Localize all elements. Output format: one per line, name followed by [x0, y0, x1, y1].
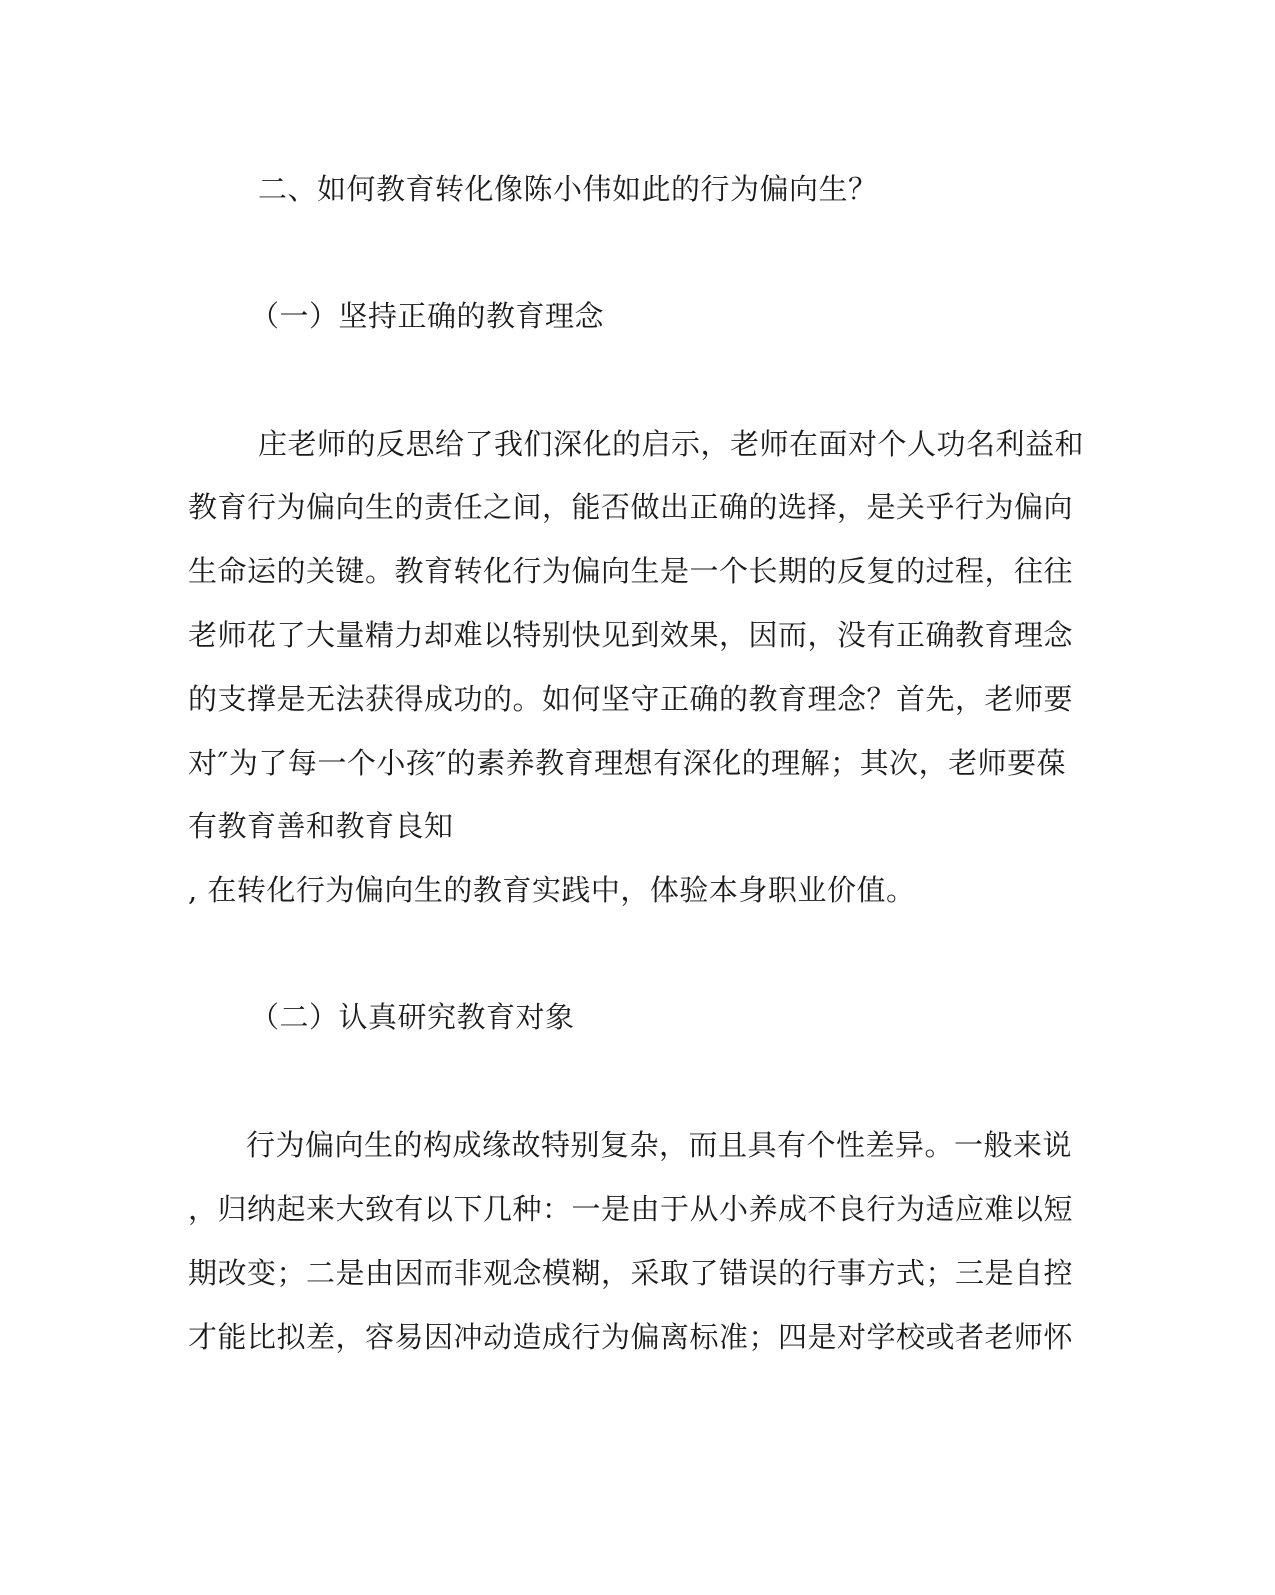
- section-1-paragraph-line: , 在转化行为偏向生的教育实践中，体验本身职业价值。: [188, 873, 916, 907]
- section-2-heading: （二）认真研究教育对象: [250, 1000, 575, 1034]
- section-2-paragraph-line: 才能比拟差，容易因冲动造成行为偏离标准；四是对学校或者老师怀: [188, 1320, 1074, 1354]
- section-2-paragraph-line: ，归纳起来大致有以下几种：一是由于从小养成不良行为适应难以短: [188, 1192, 1074, 1226]
- section-2-paragraph-line: 行为偏向生的构成缘故特别复杂，而且具有个性差异。一般来说: [246, 1128, 1073, 1162]
- section-1-paragraph-line: 庄老师的反思给了我们深化的启示，老师在面对个人功名利益和: [258, 427, 1085, 461]
- section-1-paragraph-line: 的支撑是无法获得成功的。如何坚守正确的教育理念？首先，老师要: [188, 682, 1074, 716]
- main-heading: 二、如何教育转化像陈小伟如此的行为偏向生？: [258, 172, 878, 206]
- section-1-paragraph-line: 生命运的关键。教育转化行为偏向生是一个长期的反复的过程，往往: [188, 554, 1074, 588]
- section-1-heading: （一）坚持正确的教育理念: [250, 299, 605, 333]
- section-1-paragraph-line: 对″为了每一个小孩″的素养教育理想有深化的理解；其次，老师要葆: [188, 746, 1067, 780]
- section-1-paragraph-line: 老师花了大量精力却难以特别快见到效果，因而，没有正确教育理念: [188, 618, 1074, 652]
- section-1-paragraph-line: 教育行为偏向生的责任之间，能否做出正确的选择，是关乎行为偏向: [188, 490, 1074, 524]
- section-2-paragraph-line: 期改变；二是由因而非观念模糊，采取了错误的行事方式；三是自控: [188, 1256, 1074, 1290]
- section-1-paragraph-line: 有教育善和教育良知: [188, 809, 454, 843]
